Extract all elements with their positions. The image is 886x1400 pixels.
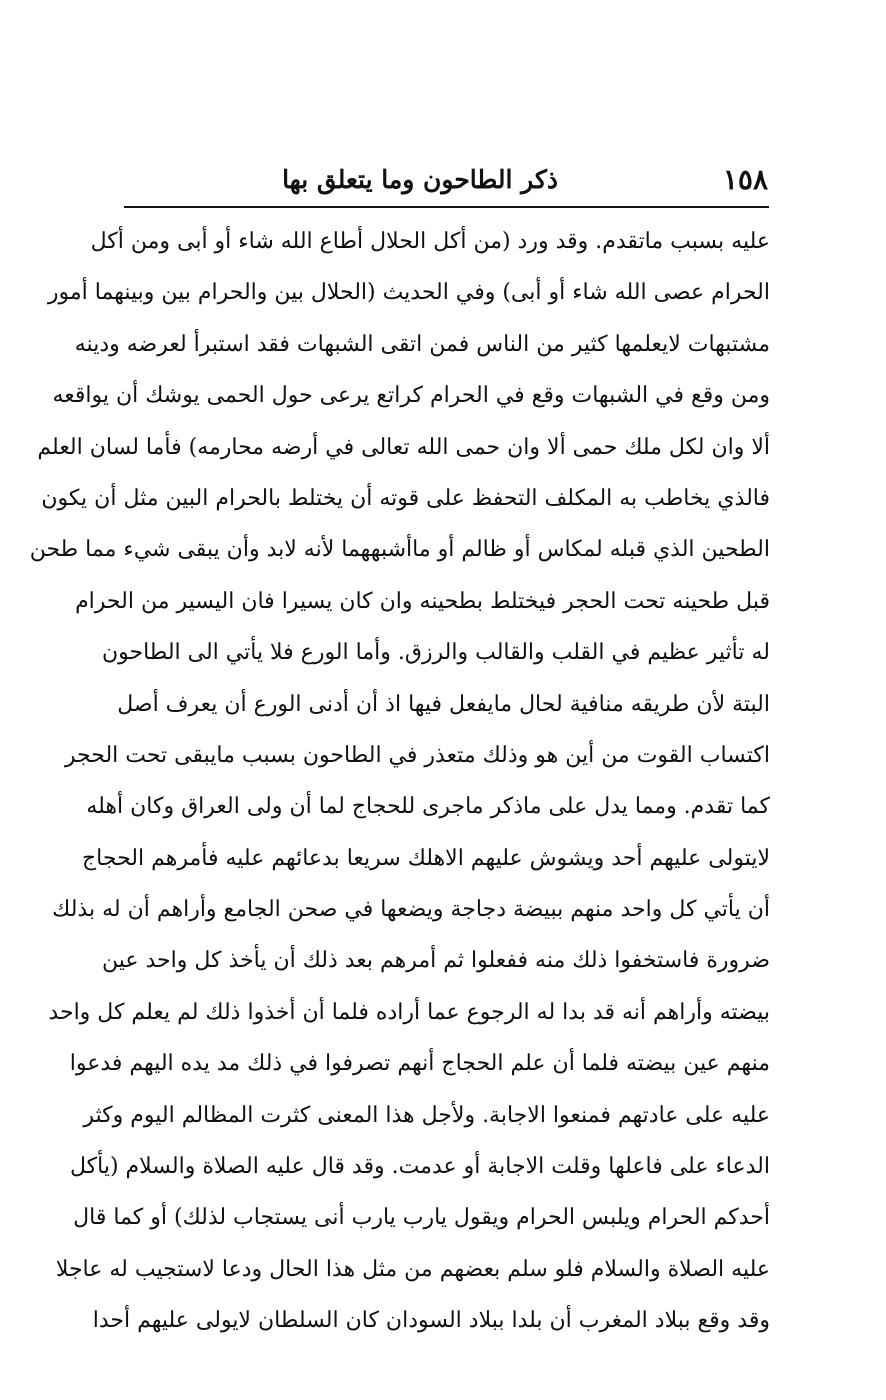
- text-line: بيضته وأراهم أنه قد بدا له الرجوع عما أراده فلما أن أخذوا ذلك لم يعلم كل واحد: [48, 999, 770, 1025]
- text-line: اكتساب القوت من أين هو وذلك متعذر في الطاحون بسبب مايبقى تحت الحجر: [64, 742, 770, 768]
- running-title: ذكر الطاحون وما يتعلق بها: [282, 165, 558, 194]
- text-line: عليه الصلاة والسلام فلو سلم بعضهم من مثل هذا الحال ودعا لاستجيب له عاجلا: [55, 1256, 770, 1282]
- text-line: كما تقدم. ومما يدل على ماذكر ماجرى للحجاج لما أن ولى العراق وكان أهله: [86, 794, 770, 820]
- text-line: عليه على عادتهم فمنعوا الاجابة. ولأجل هذا المعنى كثرت المظالم اليوم وكثر: [83, 1102, 770, 1128]
- page-number: ١٥٨: [722, 163, 768, 196]
- text-line: البتة لأن طريقه منافية لحال مايفعل فيها اذ أن أدنى الورع أن يعرف أصل: [117, 691, 770, 717]
- text-line: له تأثير عظيم في القلب والقالب والرزق. وأما الورع فلا يأتي الى الطاحون: [101, 640, 770, 666]
- text-line: لايتولى عليهم أحد ويشوش عليهم الاهلك سريعا بدعائهم عليه فأمرهم الحجاج: [81, 845, 770, 871]
- text-line: الدعاء على فاعلها وقلت الاجابة أو عدمت. وقد قال عليه الصلاة والسلام (يأكل: [69, 1154, 770, 1180]
- text-line: أن يأتي كل واحد منهم ببيضة دجاجة ويضعها في صحن الجامع وأراهم أن له بذلك: [52, 897, 770, 923]
- text-line: ألا وان لكل ملك حمى ألا وان حمى الله تعالى في أرضه محارمه) فأما لسان العلم: [37, 434, 770, 460]
- text-line: وقد وقع ببلاد المغرب أن بلدا ببلاد السودان كان السلطان لايولى عليهم أحدا: [92, 1308, 770, 1334]
- text-line: مشتبهات لايعلمها كثير من الناس فمن اتقى الشبهات فقد استبرأ لعرضه ودينه: [74, 331, 770, 357]
- page-header: [124, 158, 768, 204]
- text-line: الطحين الذي قبله لمكاس أو ظالم أو ماأشبههما لأنه لابد وأن يبقى شيء مما طحن: [29, 537, 770, 563]
- text-line: قبل طحينه تحت الحجر فيختلط بطحينه وان كان يسيرا فان اليسير من الحرام: [75, 588, 770, 614]
- text-line: فالذي يخاطب به المكلف التحفظ على قوته أن يختلط بالحرام البين مثل أن يكون: [41, 485, 770, 511]
- text-line: الحرام عصى الله شاء أو أبى) وفي الحديث (الحلال بين والحرام بين وبينهما أمور: [47, 280, 770, 306]
- text-line: أحدكم الحرام ويلبس الحرام ويقول يارب يارب أنى يستجاب لذلك) أو كما قال: [73, 1205, 770, 1231]
- body-text: [29, 216, 770, 1347]
- text-line: ومن وقع في الشبهات وقع في الحرام كراتع يرعى حول الحمى يوشك أن يواقعه: [52, 383, 770, 409]
- text-line: عليه بسبب ماتقدم. وقد ورد (من أكل الحلال أطاع الله شاء أو أبى ومن أكل: [90, 229, 770, 254]
- header-rule: [124, 206, 769, 208]
- text-line: منهم عين بيضته فلما أن علم الحجاج أنهم تصرفوا في ذلك مد يده اليهم فدعوا: [69, 1051, 770, 1077]
- text-line: ضرورة فاستخفوا ذلك منه ففعلوا ثم أمرهم بعد ذلك أن يأخذ كل واحد عين: [101, 948, 770, 974]
